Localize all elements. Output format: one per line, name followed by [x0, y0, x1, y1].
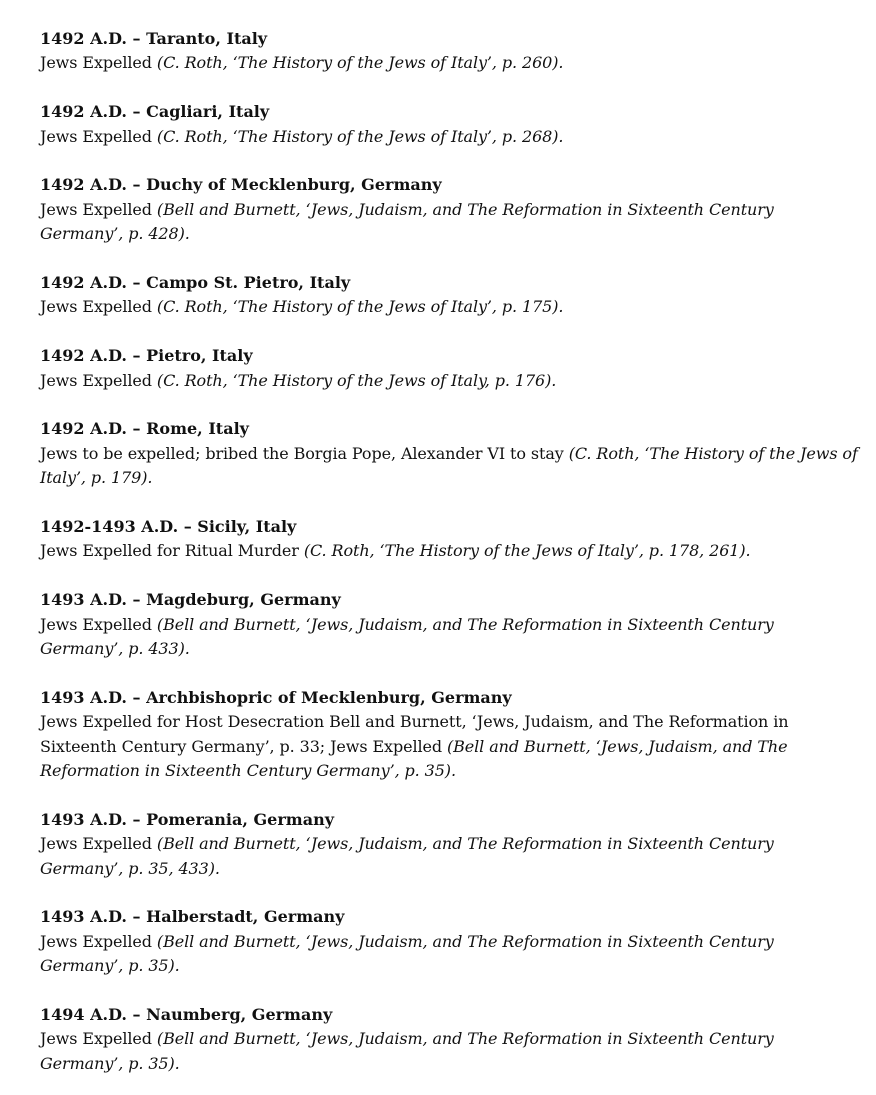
entry-title: 1492 A.D. – Taranto, Italy: [40, 29, 268, 48]
entry-text: Jews Expelled: [40, 53, 157, 73]
entry-title: 1493 A.D. – Pomerania, Germany: [40, 809, 334, 829]
entry-text: Jews Expelled: [40, 126, 157, 146]
entry-text: Jews Expelled: [40, 614, 157, 634]
entry-citation: (C. Roth, ‘The History of the Jews of Italy’, p. 178, 261).: [303, 541, 751, 561]
entry-text: Jews Expelled for Ritual Murder: [40, 541, 304, 561]
entry: [40, 271, 860, 320]
entry-title: 1493 A.D. – Magdeburg, Germany: [40, 590, 341, 610]
entry-citation: (Bell and Burnett, ‘Jews, Judaism, and The Reformation in Sixteenth Century Germany’, p. 35, 433).: [40, 834, 774, 878]
entry-citation: (Bell and Burnett, ‘Jews, Judaism, and The Reformation in Sixteenth Century Germany’, p. 433).: [40, 614, 774, 659]
entry-citation: (Bell and Burnett, ‘Jews, Judaism, and The Reformation in Sixteenth Century Germany’, p. 35).: [40, 736, 788, 781]
entry-text: Jews to be expelled; bribed the Borgia Pope, Alexander VI to stay: [40, 443, 569, 463]
entry-body: [40, 930, 860, 979]
entry-body: [40, 51, 860, 75]
entry-body: [40, 832, 860, 881]
entry-title: 1493 A.D. – Archbishopric of Mecklenburg, Germany: [40, 687, 512, 707]
entry-citation: (Bell and Burnett, ‘Jews, Judaism, and The Reformation in Sixteenth Century Germany’, p. 35).: [40, 1029, 774, 1073]
entry: [40, 173, 860, 246]
entry-citation: (Bell and Burnett, ‘Jews, Judaism, and The Reformation in Sixteenth Century Germany’, p. 428).: [40, 199, 774, 244]
entry-title: 1493 A.D. – Halberstadt, Germany: [40, 907, 345, 927]
entry: [40, 100, 860, 149]
entry-title: 1492 A.D. – Campo St. Pietro, Italy: [40, 273, 351, 293]
entry-title: 1492 A.D. – Duchy of Mecklenburg, Germany: [40, 175, 442, 195]
entry-body: [40, 539, 860, 563]
entry: [40, 27, 860, 76]
entry: [40, 515, 860, 564]
entry-text: Jews Expelled: [40, 931, 157, 951]
entry-text: Jews Expelled: [40, 297, 157, 317]
entry-text: Jews Expelled: [40, 370, 157, 390]
entry-body: [40, 613, 860, 662]
entry-title: 1494 A.D. – Naumberg, Germany: [40, 1005, 333, 1025]
entry-citation: (C. Roth, ‘The History of the Jews of Italy’, p. 260).: [156, 53, 564, 73]
entry-citation: (C. Roth, ‘The History of the Jews of Italy’, p. 179).: [40, 443, 858, 488]
entry-text: Jews Expelled: [40, 834, 157, 854]
entry-title: 1492 A.D. – Pietro, Italy: [40, 346, 253, 366]
entry-citation: (C. Roth, ‘The History of the Jews of Italy’, p. 268).: [156, 126, 564, 146]
entry-text: Jews Expelled for Host Desecration Bell and Burnett, ‘Jews, Judaism, and The Reformation in Sixteenth Century Germany’, p. 33; Jews Expelled: [40, 712, 789, 756]
entry-citation: (C. Roth, ‘The History of the Jews of Italy, p. 176).: [156, 370, 557, 390]
entry: [40, 588, 860, 661]
entry-title: 1492 A.D. – Rome, Italy: [40, 419, 249, 439]
entry-body: [40, 125, 860, 149]
entry-body: [40, 295, 860, 319]
entry-body: [40, 198, 860, 247]
entry: [40, 808, 860, 881]
entry-body: [40, 442, 860, 491]
entry-text: Jews Expelled: [40, 1029, 157, 1049]
entry-title: 1492-1493 A.D. – Sicily, Italy: [40, 517, 297, 537]
entry: [40, 686, 860, 784]
entry-body: [40, 1027, 860, 1076]
entry: [40, 344, 860, 393]
entry-title: 1492 A.D. – Cagliari, Italy: [40, 102, 270, 122]
entry-citation: (Bell and Burnett, ‘Jews, Judaism, and The Reformation in Sixteenth Century Germany’, p. 35).: [40, 931, 774, 976]
entry-citation: (C. Roth, ‘The History of the Jews of Italy’, p. 175).: [156, 297, 564, 317]
entry: [40, 1003, 860, 1076]
entry-body: [40, 369, 860, 393]
entry-body: [40, 710, 860, 783]
entry-text: Jews Expelled: [40, 199, 157, 219]
entry: [40, 417, 860, 490]
entry: [40, 905, 860, 978]
